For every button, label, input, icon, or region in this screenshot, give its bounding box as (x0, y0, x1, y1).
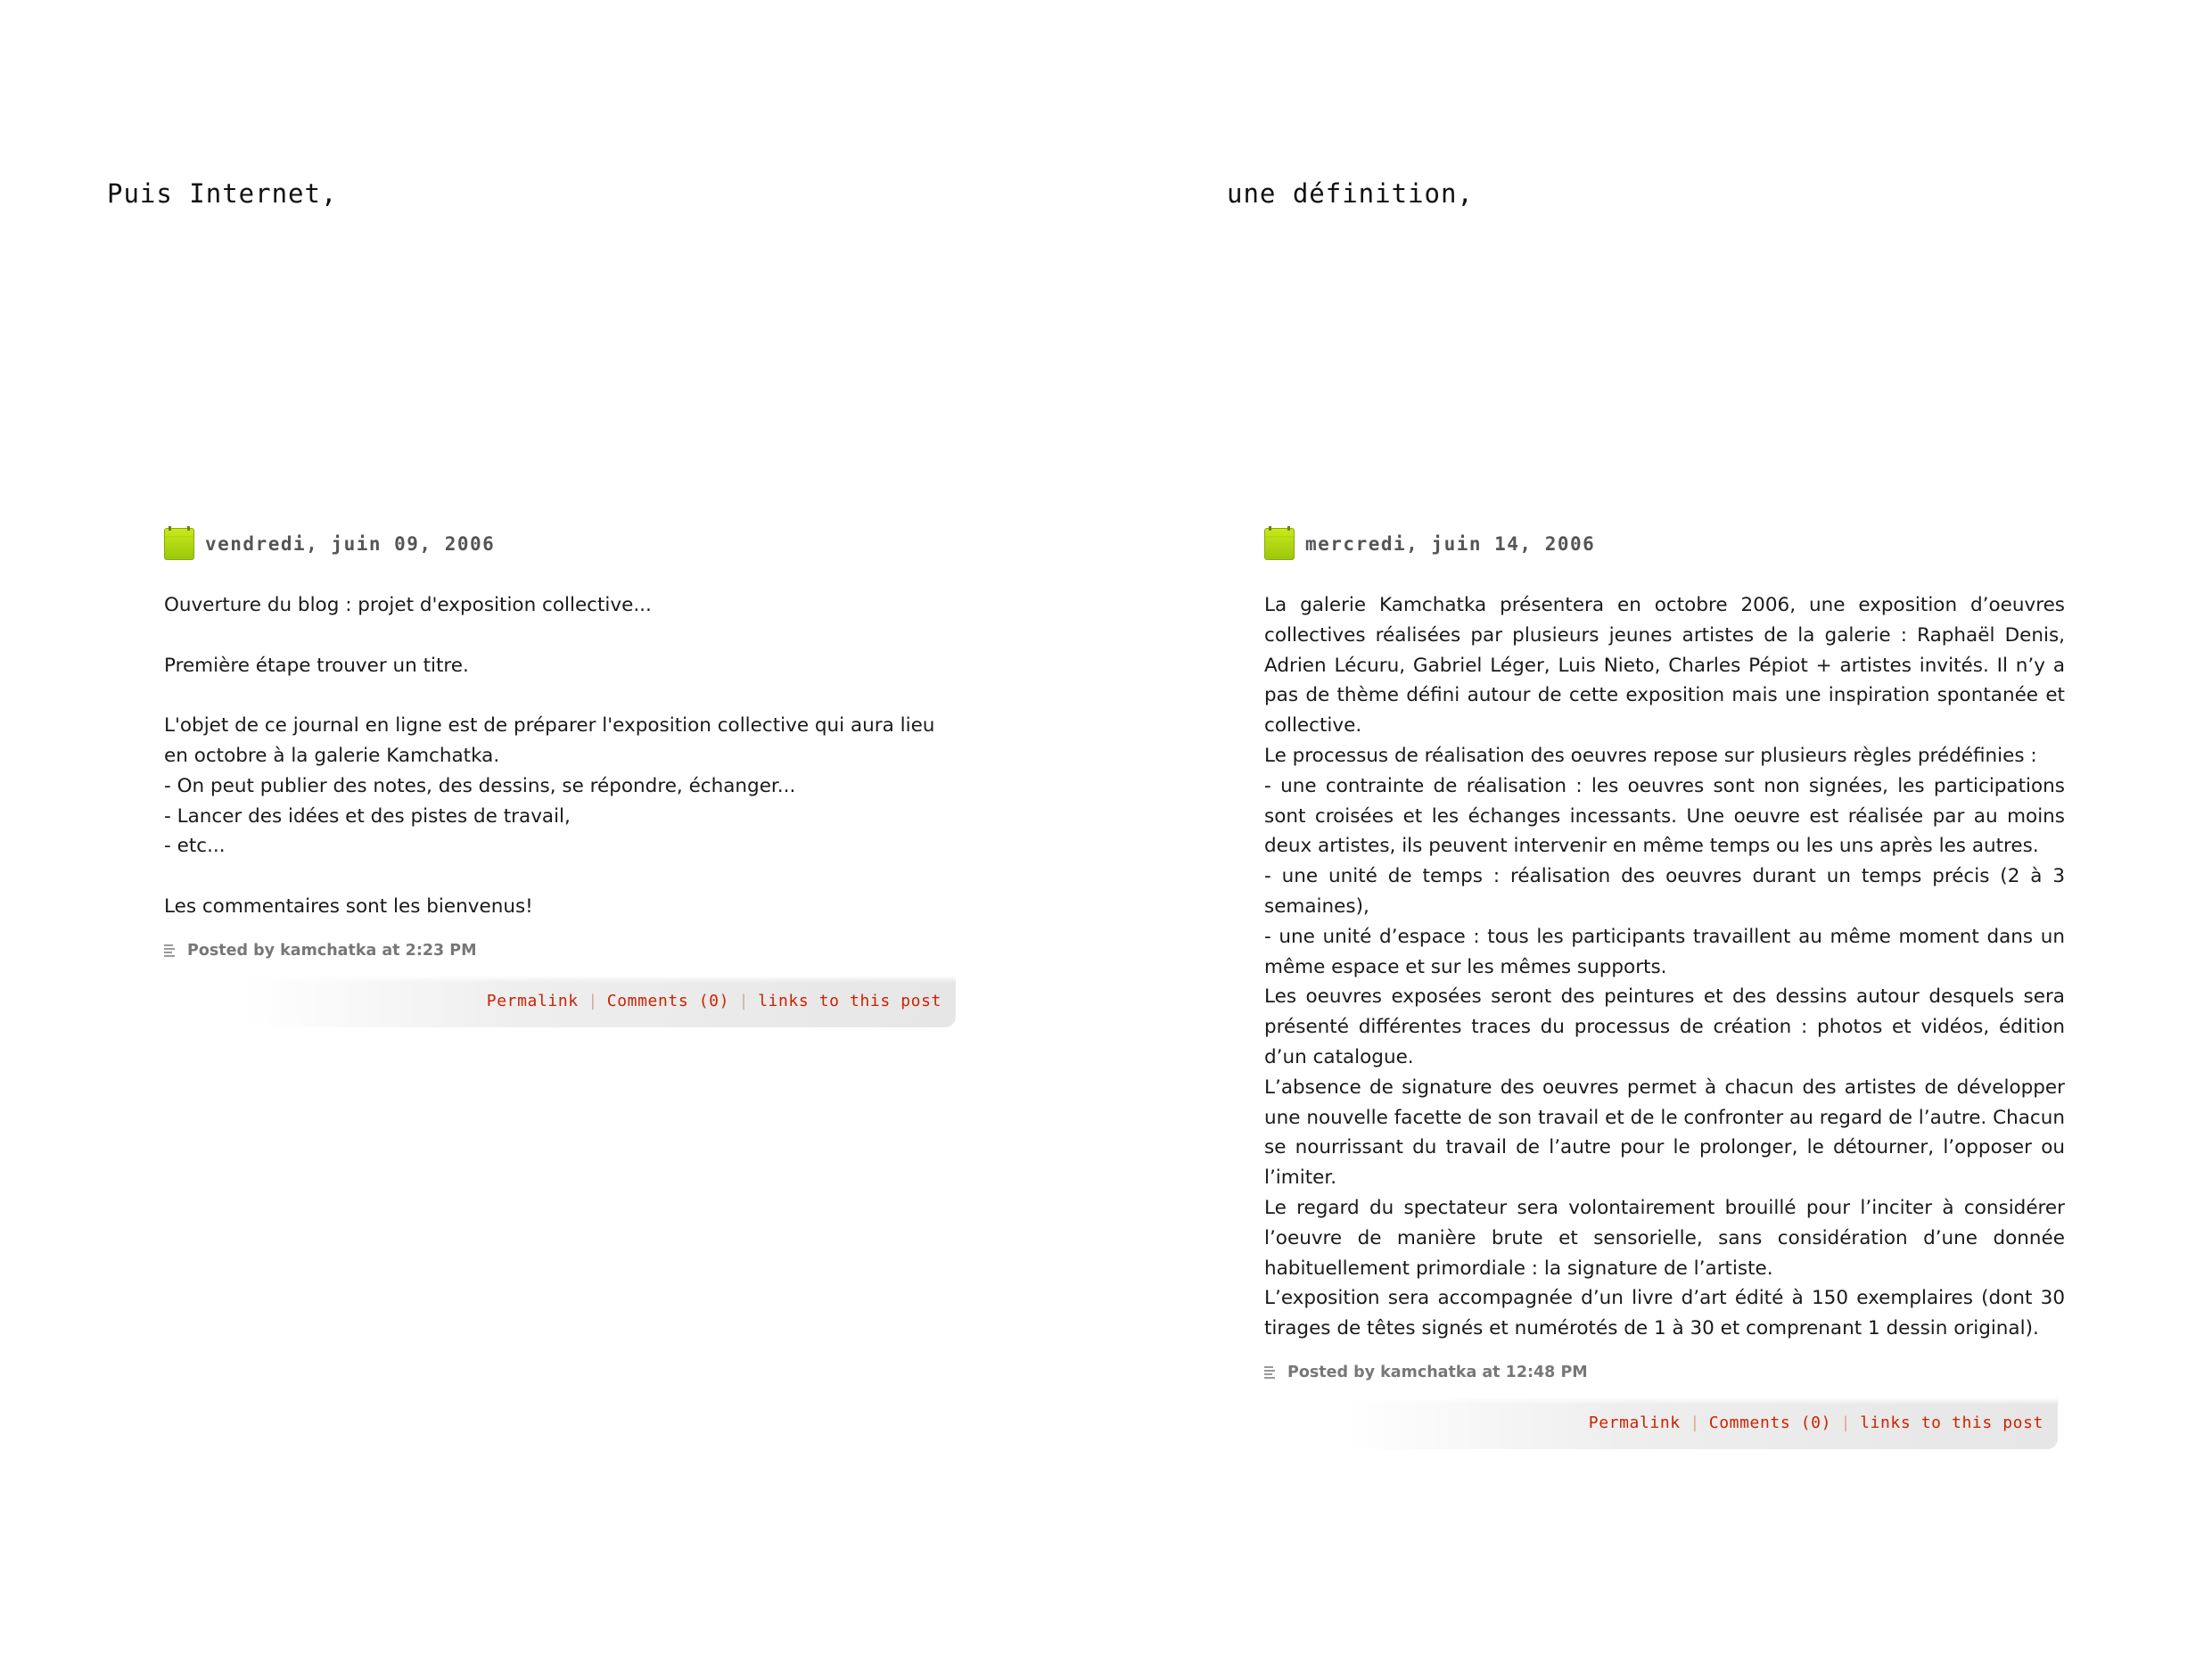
post-paragraph: - On peut publier des notes, des dessins, se répondre, échanger... (164, 774, 796, 797)
post-date (1264, 524, 2065, 564)
post-date-text: mercredi, juin 14, 2006 (1305, 533, 1596, 555)
backlinks-link[interactable]: links to this post (758, 992, 942, 1011)
section-heading: une définition, (1227, 178, 1474, 209)
post-paragraph: L’absence de signature des oeuvres permet à chacun des artistes de développer une nouvelle facette de son travail et de le confronter au regard de l’autre. Chacun se nourrissant du travail de l’autre pour le prolonger, le détourner, l’opposer ou l’imiter. (1264, 1076, 2065, 1190)
post-paragraph: La galerie Kamchatka présentera en octobre 2006, une exposition d’oeuvres collectives réalisées par plusieurs jeunes artistes de la galerie : Raphaël Denis, Adrien Lécuru, Gabriel Léger, Luis Nieto, Charles Pépiot + artistes invités. Il n’y a pas de thème défini autour de cette exposition mais une inspiration spontanée et collective. (1264, 594, 2065, 738)
lines-icon (164, 944, 175, 957)
post-paragraph: - une unité de temps : réalisation des oeuvres durant un temps précis (2 à 3 semaines), (1264, 865, 2065, 918)
post-links-bar (164, 976, 956, 1027)
post-paragraph: - etc... (164, 835, 226, 858)
comments-link[interactable]: Comments (0) (606, 992, 730, 1011)
paragraph-gap (164, 680, 963, 711)
post-date-text: vendredi, juin 09, 2006 (205, 533, 496, 555)
link-separator: | (1691, 1414, 1698, 1433)
posted-by-text: Posted by kamchatka at 12:48 PM (1287, 1363, 1588, 1381)
post-paragraph: Les oeuvres exposées seront des peintures et des dessins autour desquels sera présenté différentes traces du processus de création : photos et vidéos, édition d’un catalogue. (1264, 985, 2065, 1068)
section-heading: Puis Internet, (107, 178, 338, 209)
post-byline (164, 938, 963, 963)
post-byline (1264, 1360, 2065, 1385)
post-paragraph: - une contrainte de réalisation : les oeuvres sont non signées, les participations sont croisées et les échanges incessants. Une oeuvre est réalisée par au moins deux artistes, ils peuvent intervenir en même temps ou les uns après les autres. (1264, 774, 2065, 858)
blog-post (164, 524, 963, 1027)
post-paragraph: - Lancer des idées et des pistes de travail, (164, 804, 571, 828)
post-body (164, 590, 963, 922)
blog-post (1264, 524, 2065, 1449)
backlinks-link[interactable]: links to this post (1860, 1414, 2043, 1433)
paragraph-gap (164, 621, 963, 651)
post-paragraph: Le processus de réalisation des oeuvres repose sur plusieurs règles prédéfinies : (1264, 744, 2037, 767)
post-paragraph: L'objet de ce journal en ligne est de préparer l'exposition collective qui aura lieu en octobre à la galerie Kamchatka. (164, 714, 935, 767)
post-links-bar (1264, 1397, 2058, 1449)
post-paragraph: Les commentaires sont les bienvenus! (164, 894, 533, 918)
posted-by-text: Posted by kamchatka at 2:23 PM (187, 941, 477, 960)
post-body (1264, 590, 2065, 1344)
post-paragraph: Ouverture du blog : projet d'exposition collective... (164, 594, 652, 616)
permalink-link[interactable]: Permalink (1588, 1414, 1681, 1433)
post-paragraph: Le regard du spectateur sera volontairement brouillé pour l’inciter à considérer l’oeuvre de manière brute et sensorielle, sans considération d’une donnée habituellement primordiale : la signature de l’artiste. (1264, 1196, 2065, 1280)
comments-link[interactable]: Comments (0) (1708, 1414, 1832, 1433)
post-paragraph: Première étape trouver un titre. (164, 654, 469, 677)
paragraph-gap (164, 861, 963, 892)
post-date (164, 524, 963, 564)
link-separator: | (1843, 1414, 1849, 1433)
link-separator: | (741, 992, 747, 1011)
calendar-icon (1264, 528, 1295, 560)
lines-icon (1264, 1366, 1275, 1379)
post-paragraph: - une unité d’espace : tous les participants travaillent au même moment dans un même espace et sur les mêmes supports. (1264, 925, 2065, 978)
link-separator: | (589, 992, 596, 1011)
permalink-link[interactable]: Permalink (486, 992, 579, 1011)
calendar-icon (164, 528, 194, 560)
post-paragraph: L’exposition sera accompagnée d’un livre d’art édité à 150 exemplaires (dont 30 tirages de têtes signés et numérotés de 1 à 30 et comprenant 1 dessin original). (1264, 1287, 2065, 1340)
